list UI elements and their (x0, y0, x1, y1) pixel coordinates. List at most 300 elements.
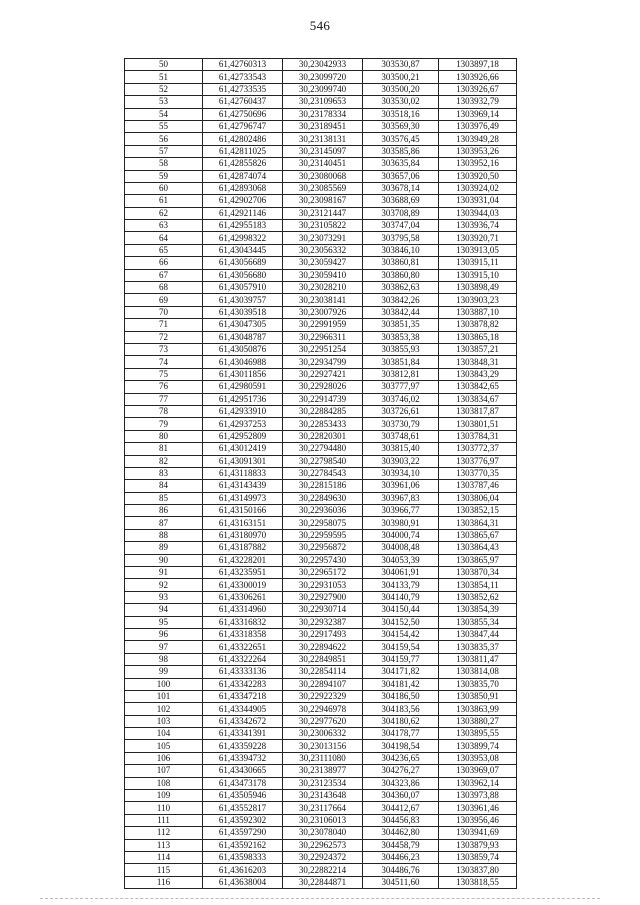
table-row (125, 579, 517, 591)
table-row (125, 567, 517, 579)
latitude-cell: 61,42980591 (203, 381, 283, 393)
x-coordinate-cell: 303688,69 (363, 195, 439, 207)
latitude-cell: 61,42796747 (203, 120, 283, 132)
table-row (125, 666, 517, 678)
x-coordinate-cell: 303500,20 (363, 83, 439, 95)
table-row (125, 368, 517, 380)
point-number-cell: 77 (125, 393, 203, 405)
table-row (125, 96, 517, 108)
table-row (125, 480, 517, 492)
latitude-cell: 61,43592302 (203, 814, 283, 826)
point-number-cell: 65 (125, 244, 203, 256)
x-coordinate-cell: 304159,77 (363, 653, 439, 665)
latitude-cell: 61,43318358 (203, 628, 283, 640)
x-coordinate-cell: 304180,62 (363, 715, 439, 727)
longitude-cell: 30,22936036 (283, 505, 363, 517)
y-coordinate-cell: 1303926,67 (439, 83, 517, 95)
table-row (125, 814, 517, 826)
point-number-cell: 57 (125, 145, 203, 157)
longitude-cell: 30,22934799 (283, 356, 363, 368)
longitude-cell: 30,23059427 (283, 257, 363, 269)
latitude-cell: 61,42750696 (203, 108, 283, 120)
x-coordinate-cell: 303730,79 (363, 418, 439, 430)
table-row (125, 405, 517, 417)
latitude-cell: 61,42760437 (203, 96, 283, 108)
latitude-cell: 61,43187882 (203, 542, 283, 554)
latitude-cell: 61,43430665 (203, 765, 283, 777)
y-coordinate-cell: 1303924,02 (439, 182, 517, 194)
y-coordinate-cell: 1303811,47 (439, 653, 517, 665)
longitude-cell: 30,23105822 (283, 220, 363, 232)
latitude-cell: 61,43344905 (203, 703, 283, 715)
point-number-cell: 115 (125, 864, 203, 876)
x-coordinate-cell: 304053,39 (363, 554, 439, 566)
x-coordinate-cell: 304462,80 (363, 827, 439, 839)
point-number-cell: 50 (125, 59, 203, 71)
latitude-cell: 61,43180970 (203, 529, 283, 541)
latitude-cell: 61,43347218 (203, 690, 283, 702)
latitude-cell: 61,43359228 (203, 740, 283, 752)
x-coordinate-cell: 303585,86 (363, 145, 439, 157)
y-coordinate-cell: 1303854,11 (439, 579, 517, 591)
y-coordinate-cell: 1303847,44 (439, 628, 517, 640)
x-coordinate-cell: 304486,76 (363, 864, 439, 876)
y-coordinate-cell: 1303962,14 (439, 777, 517, 789)
table-row (125, 381, 517, 393)
y-coordinate-cell: 1303857,21 (439, 343, 517, 355)
y-coordinate-cell: 1303787,46 (439, 480, 517, 492)
latitude-cell: 61,43043445 (203, 244, 283, 256)
point-number-cell: 106 (125, 752, 203, 764)
table-row (125, 517, 517, 529)
x-coordinate-cell: 303812,81 (363, 368, 439, 380)
latitude-cell: 61,43552817 (203, 802, 283, 814)
latitude-cell: 61,43149973 (203, 492, 283, 504)
y-coordinate-cell: 1303843,29 (439, 368, 517, 380)
point-number-cell: 87 (125, 517, 203, 529)
y-coordinate-cell: 1303932,79 (439, 96, 517, 108)
latitude-cell: 61,43342283 (203, 678, 283, 690)
x-coordinate-cell: 303860,80 (363, 269, 439, 281)
latitude-cell: 61,43048787 (203, 331, 283, 343)
latitude-cell: 61,42933910 (203, 405, 283, 417)
x-coordinate-cell: 304466,23 (363, 852, 439, 864)
table-row (125, 294, 517, 306)
latitude-cell: 61,42874074 (203, 170, 283, 182)
y-coordinate-cell: 1303898,49 (439, 282, 517, 294)
longitude-cell: 30,22931053 (283, 579, 363, 591)
point-number-cell: 116 (125, 876, 203, 888)
y-coordinate-cell: 1303870,34 (439, 567, 517, 579)
y-coordinate-cell: 1303814,08 (439, 666, 517, 678)
table-row (125, 802, 517, 814)
table-row (125, 616, 517, 628)
x-coordinate-cell: 304186,50 (363, 690, 439, 702)
table-row (125, 839, 517, 851)
x-coordinate-cell: 304171,82 (363, 666, 439, 678)
latitude-cell: 61,42921146 (203, 207, 283, 219)
latitude-cell: 61,43056680 (203, 269, 283, 281)
table-row (125, 133, 517, 145)
latitude-cell: 61,43341391 (203, 728, 283, 740)
table-row (125, 306, 517, 318)
y-coordinate-cell: 1303953,08 (439, 752, 517, 764)
y-coordinate-cell: 1303855,34 (439, 616, 517, 628)
longitude-cell: 30,23085569 (283, 182, 363, 194)
table-row (125, 628, 517, 640)
longitude-cell: 30,22924372 (283, 852, 363, 864)
y-coordinate-cell: 1303899,74 (439, 740, 517, 752)
point-number-cell: 107 (125, 765, 203, 777)
latitude-cell: 61,43342672 (203, 715, 283, 727)
latitude-cell: 61,42955183 (203, 220, 283, 232)
y-coordinate-cell: 1303864,43 (439, 542, 517, 554)
longitude-cell: 30,23073291 (283, 232, 363, 244)
latitude-cell: 61,43012419 (203, 443, 283, 455)
point-number-cell: 97 (125, 641, 203, 653)
point-number-cell: 95 (125, 616, 203, 628)
table-row (125, 467, 517, 479)
point-number-cell: 54 (125, 108, 203, 120)
y-coordinate-cell: 1303880,27 (439, 715, 517, 727)
point-number-cell: 62 (125, 207, 203, 219)
latitude-cell: 61,42902706 (203, 195, 283, 207)
table-row (125, 864, 517, 876)
longitude-cell: 30,22958075 (283, 517, 363, 529)
point-number-cell: 93 (125, 591, 203, 603)
point-number-cell: 71 (125, 319, 203, 331)
y-coordinate-cell: 1303772,37 (439, 443, 517, 455)
longitude-cell: 30,22957430 (283, 554, 363, 566)
x-coordinate-cell: 304154,42 (363, 628, 439, 640)
point-number-cell: 85 (125, 492, 203, 504)
x-coordinate-cell: 303934,10 (363, 467, 439, 479)
longitude-cell: 30,23078040 (283, 827, 363, 839)
longitude-cell: 30,23178334 (283, 108, 363, 120)
point-number-cell: 88 (125, 529, 203, 541)
y-coordinate-cell: 1303895,55 (439, 728, 517, 740)
table-row (125, 554, 517, 566)
x-coordinate-cell: 303862,63 (363, 282, 439, 294)
point-number-cell: 52 (125, 83, 203, 95)
y-coordinate-cell: 1303817,87 (439, 405, 517, 417)
y-coordinate-cell: 1303848,31 (439, 356, 517, 368)
table-row (125, 752, 517, 764)
y-coordinate-cell: 1303887,10 (439, 306, 517, 318)
x-coordinate-cell: 303815,40 (363, 443, 439, 455)
x-coordinate-cell: 304061,91 (363, 567, 439, 579)
longitude-cell: 30,22922329 (283, 690, 363, 702)
latitude-cell: 61,43322651 (203, 641, 283, 653)
y-coordinate-cell: 1303976,49 (439, 120, 517, 132)
latitude-cell: 61,42733535 (203, 83, 283, 95)
latitude-cell: 61,42937253 (203, 418, 283, 430)
point-number-cell: 78 (125, 405, 203, 417)
table-row (125, 443, 517, 455)
longitude-cell: 30,23099740 (283, 83, 363, 95)
longitude-cell: 30,22815186 (283, 480, 363, 492)
point-number-cell: 64 (125, 232, 203, 244)
x-coordinate-cell: 303569,30 (363, 120, 439, 132)
longitude-cell: 30,23123534 (283, 777, 363, 789)
y-coordinate-cell: 1303952,16 (439, 158, 517, 170)
table-row (125, 455, 517, 467)
table-row (125, 319, 517, 331)
y-coordinate-cell: 1303842,65 (439, 381, 517, 393)
point-number-cell: 80 (125, 430, 203, 442)
longitude-cell: 30,22932387 (283, 616, 363, 628)
y-coordinate-cell: 1303863,99 (439, 703, 517, 715)
y-coordinate-cell: 1303776,97 (439, 455, 517, 467)
longitude-cell: 30,22930714 (283, 604, 363, 616)
latitude-cell: 61,43598333 (203, 852, 283, 864)
latitude-cell: 61,43150166 (203, 505, 283, 517)
y-coordinate-cell: 1303956,46 (439, 814, 517, 826)
latitude-cell: 61,43039757 (203, 294, 283, 306)
longitude-cell: 30,22844871 (283, 876, 363, 888)
y-coordinate-cell: 1303806,04 (439, 492, 517, 504)
longitude-cell: 30,23121447 (283, 207, 363, 219)
x-coordinate-cell: 304000,74 (363, 529, 439, 541)
y-coordinate-cell: 1303878,82 (439, 319, 517, 331)
point-number-cell: 109 (125, 790, 203, 802)
table-row (125, 343, 517, 355)
longitude-cell: 30,23006332 (283, 728, 363, 740)
longitude-cell: 30,23098167 (283, 195, 363, 207)
x-coordinate-cell: 303967,83 (363, 492, 439, 504)
table-row (125, 765, 517, 777)
table-row (125, 59, 517, 71)
latitude-cell: 61,43050876 (203, 343, 283, 355)
table-row (125, 71, 517, 83)
x-coordinate-cell: 304152,50 (363, 616, 439, 628)
point-number-cell: 114 (125, 852, 203, 864)
point-number-cell: 63 (125, 220, 203, 232)
y-coordinate-cell: 1303920,71 (439, 232, 517, 244)
table-row (125, 529, 517, 541)
latitude-cell: 61,43235951 (203, 567, 283, 579)
point-number-cell: 103 (125, 715, 203, 727)
point-number-cell: 69 (125, 294, 203, 306)
table-row (125, 145, 517, 157)
latitude-cell: 61,43228201 (203, 554, 283, 566)
x-coordinate-cell: 303777,97 (363, 381, 439, 393)
latitude-cell: 61,43300019 (203, 579, 283, 591)
y-coordinate-cell: 1303852,15 (439, 505, 517, 517)
longitude-cell: 30,23080068 (283, 170, 363, 182)
longitude-cell: 30,22956872 (283, 542, 363, 554)
table-row (125, 244, 517, 256)
y-coordinate-cell: 1303920,50 (439, 170, 517, 182)
y-coordinate-cell: 1303915,10 (439, 269, 517, 281)
table-row (125, 108, 517, 120)
longitude-cell: 30,22962573 (283, 839, 363, 851)
point-number-cell: 51 (125, 71, 203, 83)
longitude-cell: 30,22853433 (283, 418, 363, 430)
table-row (125, 678, 517, 690)
point-number-cell: 70 (125, 306, 203, 318)
x-coordinate-cell: 303500,21 (363, 71, 439, 83)
x-coordinate-cell: 303860,81 (363, 257, 439, 269)
longitude-cell: 30,22849851 (283, 653, 363, 665)
latitude-cell: 61,43306261 (203, 591, 283, 603)
longitude-cell: 30,22884285 (283, 405, 363, 417)
latitude-cell: 61,43047305 (203, 319, 283, 331)
x-coordinate-cell: 303635,84 (363, 158, 439, 170)
y-coordinate-cell: 1303903,23 (439, 294, 517, 306)
y-coordinate-cell: 1303864,31 (439, 517, 517, 529)
point-number-cell: 100 (125, 678, 203, 690)
point-number-cell: 96 (125, 628, 203, 640)
x-coordinate-cell: 303846,10 (363, 244, 439, 256)
point-number-cell: 56 (125, 133, 203, 145)
longitude-cell: 30,22820301 (283, 430, 363, 442)
table-row (125, 430, 517, 442)
y-coordinate-cell: 1303926,66 (439, 71, 517, 83)
point-number-cell: 92 (125, 579, 203, 591)
y-coordinate-cell: 1303973,88 (439, 790, 517, 802)
y-coordinate-cell: 1303770,35 (439, 467, 517, 479)
x-coordinate-cell: 303853,38 (363, 331, 439, 343)
table-row (125, 740, 517, 752)
longitude-cell: 30,22965172 (283, 567, 363, 579)
latitude-cell: 61,43333136 (203, 666, 283, 678)
table-row (125, 715, 517, 727)
table-row (125, 728, 517, 740)
y-coordinate-cell: 1303865,18 (439, 331, 517, 343)
point-number-cell: 53 (125, 96, 203, 108)
longitude-cell: 30,22798540 (283, 455, 363, 467)
point-number-cell: 91 (125, 567, 203, 579)
point-number-cell: 99 (125, 666, 203, 678)
table-row (125, 331, 517, 343)
point-number-cell: 72 (125, 331, 203, 343)
longitude-cell: 30,22894622 (283, 641, 363, 653)
longitude-cell: 30,22946978 (283, 703, 363, 715)
y-coordinate-cell: 1303931,04 (439, 195, 517, 207)
y-coordinate-cell: 1303949,28 (439, 133, 517, 145)
x-coordinate-cell: 304183,56 (363, 703, 439, 715)
longitude-cell: 30,23140451 (283, 158, 363, 170)
longitude-cell: 30,22849630 (283, 492, 363, 504)
table-row (125, 492, 517, 504)
y-coordinate-cell: 1303913,05 (439, 244, 517, 256)
x-coordinate-cell: 303657,06 (363, 170, 439, 182)
point-number-cell: 74 (125, 356, 203, 368)
latitude-cell: 61,43011856 (203, 368, 283, 380)
point-number-cell: 86 (125, 505, 203, 517)
latitude-cell: 61,43143439 (203, 480, 283, 492)
y-coordinate-cell: 1303850,91 (439, 690, 517, 702)
table-row (125, 542, 517, 554)
longitude-cell: 30,22794480 (283, 443, 363, 455)
x-coordinate-cell: 303518,16 (363, 108, 439, 120)
longitude-cell: 30,23145097 (283, 145, 363, 157)
longitude-cell: 30,22959595 (283, 529, 363, 541)
longitude-cell: 30,23111080 (283, 752, 363, 764)
point-number-cell: 104 (125, 728, 203, 740)
y-coordinate-cell: 1303801,51 (439, 418, 517, 430)
table-row (125, 604, 517, 616)
latitude-cell: 61,43505946 (203, 790, 283, 802)
y-coordinate-cell: 1303961,46 (439, 802, 517, 814)
longitude-cell: 30,22951254 (283, 343, 363, 355)
point-number-cell: 84 (125, 480, 203, 492)
latitude-cell: 61,43616203 (203, 864, 283, 876)
table-row (125, 418, 517, 430)
x-coordinate-cell: 304323,86 (363, 777, 439, 789)
table-row (125, 505, 517, 517)
longitude-cell: 30,23059410 (283, 269, 363, 281)
y-coordinate-cell: 1303835,37 (439, 641, 517, 653)
x-coordinate-cell: 304198,54 (363, 740, 439, 752)
y-coordinate-cell: 1303879,93 (439, 839, 517, 851)
longitude-cell: 30,22928026 (283, 381, 363, 393)
latitude-cell: 61,43056689 (203, 257, 283, 269)
table-row (125, 195, 517, 207)
point-number-cell: 89 (125, 542, 203, 554)
point-number-cell: 60 (125, 182, 203, 194)
x-coordinate-cell: 304178,77 (363, 728, 439, 740)
longitude-cell: 30,22966311 (283, 331, 363, 343)
longitude-cell: 30,22854114 (283, 666, 363, 678)
latitude-cell: 61,42733543 (203, 71, 283, 83)
point-number-cell: 90 (125, 554, 203, 566)
longitude-cell: 30,23106013 (283, 814, 363, 826)
point-number-cell: 110 (125, 802, 203, 814)
latitude-cell: 61,42760313 (203, 59, 283, 71)
latitude-cell: 61,43163151 (203, 517, 283, 529)
point-number-cell: 75 (125, 368, 203, 380)
y-coordinate-cell: 1303897,18 (439, 59, 517, 71)
latitude-cell: 61,43046988 (203, 356, 283, 368)
table-row (125, 591, 517, 603)
x-coordinate-cell: 303842,26 (363, 294, 439, 306)
x-coordinate-cell: 303855,93 (363, 343, 439, 355)
longitude-cell: 30,23117664 (283, 802, 363, 814)
table-row (125, 827, 517, 839)
point-number-cell: 66 (125, 257, 203, 269)
point-number-cell: 59 (125, 170, 203, 182)
y-coordinate-cell: 1303865,97 (439, 554, 517, 566)
longitude-cell: 30,23109653 (283, 96, 363, 108)
latitude-cell: 61,42855826 (203, 158, 283, 170)
table-row (125, 120, 517, 132)
point-number-cell: 113 (125, 839, 203, 851)
y-coordinate-cell: 1303784,31 (439, 430, 517, 442)
point-number-cell: 102 (125, 703, 203, 715)
point-number-cell: 105 (125, 740, 203, 752)
point-number-cell: 83 (125, 467, 203, 479)
latitude-cell: 61,42802486 (203, 133, 283, 145)
x-coordinate-cell: 303530,87 (363, 59, 439, 71)
x-coordinate-cell: 304236,65 (363, 752, 439, 764)
x-coordinate-cell: 303726,61 (363, 405, 439, 417)
latitude-cell: 61,43314960 (203, 604, 283, 616)
x-coordinate-cell: 303576,45 (363, 133, 439, 145)
point-number-cell: 82 (125, 455, 203, 467)
longitude-cell: 30,22784543 (283, 467, 363, 479)
x-coordinate-cell: 303530,02 (363, 96, 439, 108)
table-row (125, 690, 517, 702)
latitude-cell: 61,43322264 (203, 653, 283, 665)
x-coordinate-cell: 303746,02 (363, 393, 439, 405)
table-row (125, 282, 517, 294)
latitude-cell: 61,43118833 (203, 467, 283, 479)
coordinates-table (124, 58, 517, 889)
y-coordinate-cell: 1303941,69 (439, 827, 517, 839)
x-coordinate-cell: 303708,89 (363, 207, 439, 219)
